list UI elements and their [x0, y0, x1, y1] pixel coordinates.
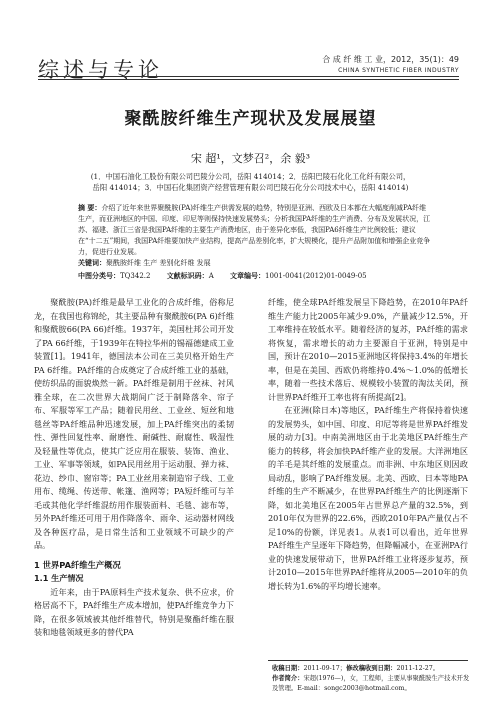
- affiliation-line-2: 岳阳 414014；3．中国石化集团资产经营管理有限公司巴陵石化分公司技术中心，岳阳 414014): [92, 183, 409, 192]
- abstract-body: [78, 203, 433, 258]
- production-paragraph: 近年来，由于PA原料生产技术复杂、供不应求，价格居高不下，PA纤维生产成本增加，使PA纤维竞争力下降，在很多领域被其他纤维替代，特别是聚酯纤维在服装和地毯领域更多的替代PA: [34, 586, 234, 637]
- keywords-text: 聚酰胺纤维 生产 差别化纤维 发展: [106, 259, 211, 267]
- header-rule-thin: [38, 79, 459, 80]
- heading-section-1: 1 世界PA纤维生产概况: [34, 559, 121, 570]
- keywords: [78, 258, 433, 269]
- abstract: [78, 203, 433, 269]
- footnote-rule: [268, 660, 468, 661]
- author-bio: 宋超(1976—)，女，工程师，主要从事聚酰胺生产技术开发及管理。E-mail：songc2003@hotmail.com。: [272, 675, 470, 692]
- footnote-dates: [272, 664, 472, 674]
- right-column: [268, 296, 468, 593]
- right-paragraph-1: 纤维，使全球PA纤维发展呈下降趋势，在2010年PA纤维生产能力比2005年减少9.0%，产量减少12.5%，开工率维持在较低水平。随着经济的复苏，PA纤维的需求将恢复，需求增长的动力主要源自于亚洲，特别是中国，预计在2010—2015亚洲地区将保持3.4%的年增长率，但是在美国、西欧仍将维持0.4%～1.0%的低增长率，随着一些技术落后、规模较小装置的淘汰关闭，预计世界PA纤维开工率也将有所提高[2]。: [268, 297, 468, 402]
- doc-value: A: [208, 272, 214, 280]
- revised-date: 2011-12-27。: [396, 665, 440, 672]
- clc-value: TQ342.2: [120, 272, 151, 280]
- journal-info: [322, 54, 459, 76]
- journal-name: 合 成 纤 维 工 业，2012，35(1)：49: [322, 55, 459, 64]
- abstract-label: 摘 要：: [78, 204, 102, 212]
- affiliation: [40, 171, 461, 193]
- journal-name-en: CHINA SYNTHETIC FIBER INDUSTRY: [338, 67, 459, 74]
- intro-paragraph: 聚酰胺(PA)纤维是最早工业化的合成纤维，俗称尼龙，在我国也称锦纶，其主要品种有聚酰胺6(PA 6)纤维和聚酰胺66(PA 66)纤维。1937年，美国杜邦公司开发了PA 66纤维，于1939年在特拉华州的锡福德建成工业装置[1]。1941年，德国法本公司在三美贝格开始生产PA 6纤维。PA纤维的合成奠定了合成纤维工业的基础，使纺织品的面貌焕然一新。PA纤维是制用于丝袜、衬风雅全球，在二次世界大战期间广泛于制降落伞、帘子布、军服等军工产品；随着民用丝、工业丝、短丝和地毯丝等PA纤维品种迅速发展，加上PA纤维突出的柔韧性、弹性回复性率、耐磨性、耐碱性、耐腐性、吸湿性及轻量性等优点，使其广泛应用在服装、装饰、渔业、工业、军事等领域，如PA民用丝用于运动服、弹力袜、花边、纱巾、窗帘等；PA工业丝用来制造帘子线、工业用布、缆绳、传送带、帐篷、渔网等；PA短纤维可与羊毛或其他化学纤维混纺用作服装面料、毛毯、滤布等，另外PA纤维还可用于用作降落伞、雨伞、运动器材网线及各种医疗品，是日常生活和工业领域不可缺少的产品。: [34, 297, 234, 550]
- article-value: 1001-0041(2012)01-0049-05: [264, 272, 367, 280]
- heading-section-1-1: 1.1 生产情况: [34, 573, 84, 583]
- received-label: 收稿日期：: [272, 665, 304, 672]
- header-rule-thick: [38, 76, 459, 77]
- footnote: [272, 664, 472, 694]
- revised-label: 修改稿收到日期：: [346, 665, 397, 672]
- classification-line: [78, 271, 458, 281]
- paper-title: 聚酰胺纤维生产现状及发展展望: [124, 109, 377, 129]
- clc-label: 中图分类号：: [78, 272, 120, 280]
- right-paragraph-2: 在亚洲(除日本)等地区，PA纤维生产将保持着快速的发展势头，如中国、印度、印尼等将是世界PA纤维发展的动力[3]。中南美洲地区由于北美地区PA纤维生产能力的转移，将会加快PA纤维产业的发展。大洋洲地区的羊毛是其纤维的发展重点。而非洲、中东地区则因政局动乱，影响了PA纤维发展。北美、西欧、日本等地PA纤维的生产不断减少，在世界PA纤维生产的比例逐渐下降，如北美地区在2005年占世界总产量的32.5%，到2010年仅为世界的22.6%，西欧2010年PA产量仅占不足10%的份额，详见表1。从表1可以看出，近年世界PA纤维生产呈逐年下降趋势，但降幅减小，在亚洲PA行业的快速发展带动下，世界PA纤维工业将逐步复苏，预计2010—2015年世界PA纤维将从2005—2010年的负增长转为1.6%的平均增长速率。: [268, 405, 468, 591]
- left-column: [34, 296, 234, 640]
- article-label: 文章编号：: [229, 272, 265, 280]
- received-date: 2011-09-17；: [303, 665, 347, 672]
- page-header: [0, 0, 501, 96]
- keywords-label: 关键词：: [78, 259, 106, 267]
- author-bio-label: 作者简介：: [272, 675, 304, 682]
- doc-label: 文献标识码：: [166, 272, 209, 280]
- abstract-text: 介绍了近年来世界聚酰胺(PA)纤维生产供需发展的趋势，特别是亚洲、西欧及日本都在大幅度削减PA纤维生产，而亚洲地区的中国、印度、印尼等则保持快速发展势头；分析我国PA纤维的生产消费、分布及发展状况，江苏、福建、浙江三省是我国PA纤维的主要生产消费地区，由于差异化率低，我国PA6纤维生产比例较低；建议在“十二五”期间，我国PA纤维要加快产业结构，提高产品差别化率，扩大规模化，提升产品附加值和增强企业竞争力，促进行业发展。: [78, 204, 431, 256]
- footnote-author: [272, 674, 472, 694]
- authors: 宋 超¹，文梦召²，余 毅³: [190, 152, 311, 165]
- section-title: 综述与专论: [38, 58, 163, 82]
- affiliation-line-1: (1．中国石油化工股份有限公司巴陵分公司，岳阳 414014；2．岳阳巴陵石化化工化纤有限公司，: [90, 172, 411, 181]
